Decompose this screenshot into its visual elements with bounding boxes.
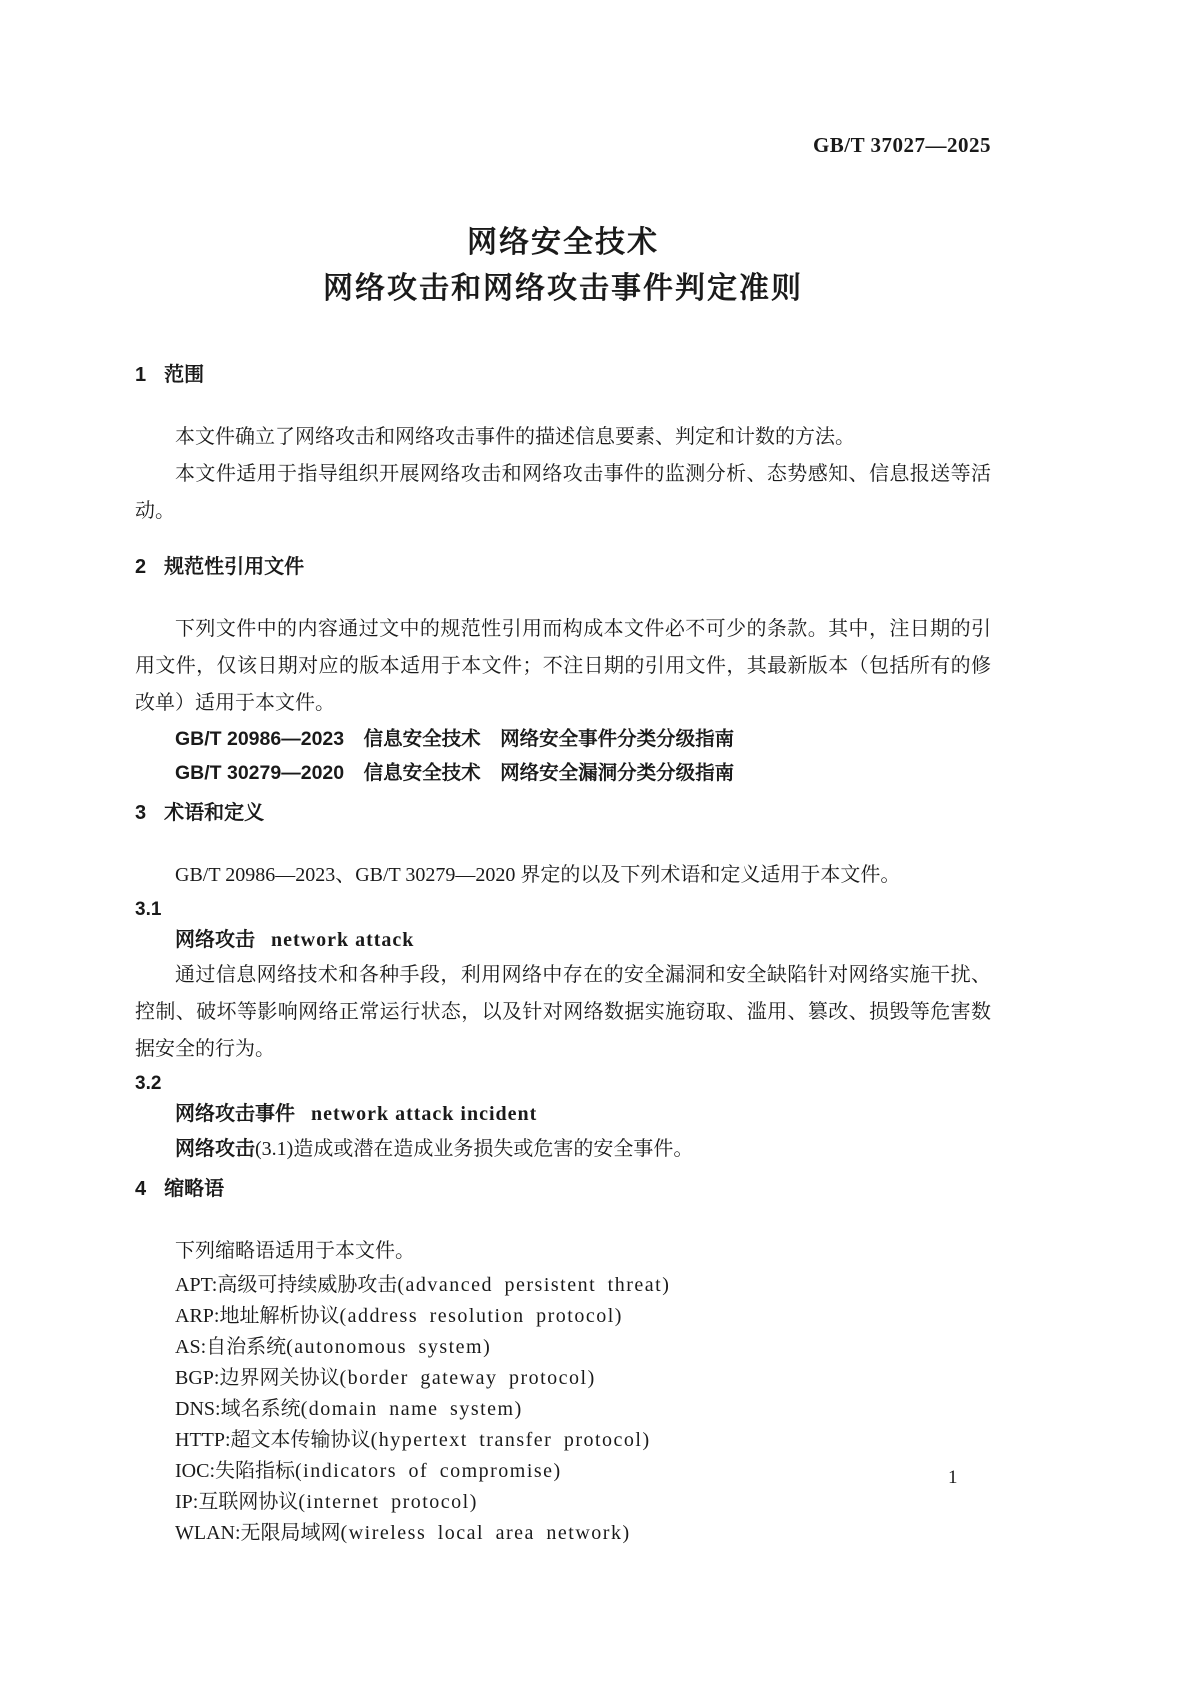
section-2-title: 规范性引用文件 (164, 556, 305, 578)
abbreviation-english: (border gateway protocol) (339, 1367, 596, 1389)
term-2-definition-rest: (3.1)造成或潜在造成业务损失或危害的安全事件。 (255, 1138, 694, 1160)
page-content (135, 0, 991, 1549)
term-1-name-zh: 网络攻击 (175, 929, 255, 951)
abbreviation-english: (address resolution protocol) (339, 1305, 623, 1327)
abbreviation-item (135, 1270, 991, 1301)
page-number: 1 (948, 1467, 958, 1488)
abbreviation-item (135, 1363, 991, 1394)
section-4-title: 缩略语 (164, 1178, 225, 1200)
document-title (135, 220, 991, 312)
abbreviation-text: BGP:边界网关协议 (175, 1367, 340, 1389)
section-1-title: 范围 (164, 364, 205, 386)
abbreviation-text: WLAN:无限局域网 (175, 1522, 341, 1544)
section-2-paragraph-1: 下列文件中的内容通过文中的规范性引用而构成本文件必不可少的条款。其中，注日期的引用文件，仅该日期对应的版本适用于本文件；不注日期的引用文件，其最新版本（包括所有的修改单）适用于本文件。 (135, 618, 991, 714)
abbreviation-text: HTTP:超文本传输协议 (175, 1429, 371, 1451)
abbreviation-item (135, 1394, 991, 1425)
abbreviation-text: DNS:域名系统 (175, 1398, 301, 1420)
section-4-number: 4 (135, 1178, 147, 1200)
abbreviation-text: ARP:地址解析协议 (175, 1305, 340, 1327)
normative-reference-2: GB/T 30279—2020 信息安全技术 网络安全漏洞分类分级指南 (175, 762, 735, 784)
section-1-paragraph-1: 本文件确立了网络攻击和网络攻击事件的描述信息要素、判定和计数的方法。 (175, 426, 855, 448)
standard-number: GB/T 37027—2025 (812, 133, 991, 157)
abbreviation-english: (hypertext transfer protocol) (370, 1429, 651, 1451)
term-2-name-zh: 网络攻击事件 (175, 1103, 295, 1125)
abbreviation-text: APT:高级可持续威胁攻击 (175, 1274, 398, 1296)
section-2-heading (135, 554, 991, 581)
abbreviation-english: (indicators of compromise) (295, 1460, 562, 1482)
section-3-heading (135, 800, 991, 827)
term-1-name-en: network attack (271, 929, 415, 951)
abbreviation-english: (advanced persistent threat) (397, 1274, 671, 1296)
section-4-heading (135, 1176, 991, 1203)
document-title-line2: 网络攻击和网络攻击事件判定准则 (323, 272, 803, 305)
abbreviation-item (135, 1332, 991, 1363)
abbreviation-english: (internet protocol) (298, 1491, 478, 1513)
abbreviation-text: IP:互联网协议 (175, 1491, 299, 1513)
section-4-intro: 下列缩略语适用于本文件。 (175, 1240, 415, 1262)
section-3-title: 术语和定义 (164, 802, 265, 824)
abbreviation-english: (wireless local area network) (340, 1522, 631, 1544)
section-1-heading (135, 362, 991, 389)
abbreviation-item (135, 1301, 991, 1332)
section-2-number: 2 (135, 556, 147, 578)
section-3-intro: GB/T 20986—2023、GB/T 30279—2020 界定的以及下列术语和定义适用于本文件。 (175, 864, 901, 886)
term-1-title (135, 925, 991, 957)
abbreviation-item (135, 1518, 991, 1549)
term-1-clause-number: 3.1 (135, 899, 162, 920)
abbreviation-list (135, 1270, 991, 1549)
section-1-number: 1 (135, 364, 147, 386)
abbreviation-item (135, 1456, 991, 1487)
section-3-number: 3 (135, 802, 147, 824)
abbreviation-english: (domain name system) (300, 1398, 523, 1420)
term-2-name-en: network attack incident (311, 1103, 538, 1125)
term-2-title (135, 1099, 991, 1131)
abbreviation-item (135, 1425, 991, 1456)
abbreviation-text: AS:自治系统 (175, 1336, 287, 1358)
term-1-definition: 通过信息网络技术和各种手段，利用网络中存在的安全漏洞和安全缺陷针对网络实施干扰、控制、破坏等影响网络正常运行状态，以及针对网络数据实施窃取、滥用、篡改、损毁等危害数据安全的行为。 (135, 964, 991, 1060)
section-1-paragraph-2: 本文件适用于指导组织开展网络攻击和网络攻击事件的监测分析、态势感知、信息报送等活动。 (135, 463, 991, 522)
term-2-clause-number: 3.2 (135, 1073, 162, 1094)
normative-reference-1: GB/T 20986—2023 信息安全技术 网络安全事件分类分级指南 (175, 728, 735, 750)
term-2-definition-bold: 网络攻击 (175, 1138, 255, 1160)
abbreviation-english: (autonomous system) (286, 1336, 492, 1358)
abbreviation-item (135, 1487, 991, 1518)
document-title-line1: 网络安全技术 (467, 226, 659, 259)
term-2-definition (135, 1131, 991, 1168)
abbreviation-text: IOC:失陷指标 (175, 1460, 295, 1482)
